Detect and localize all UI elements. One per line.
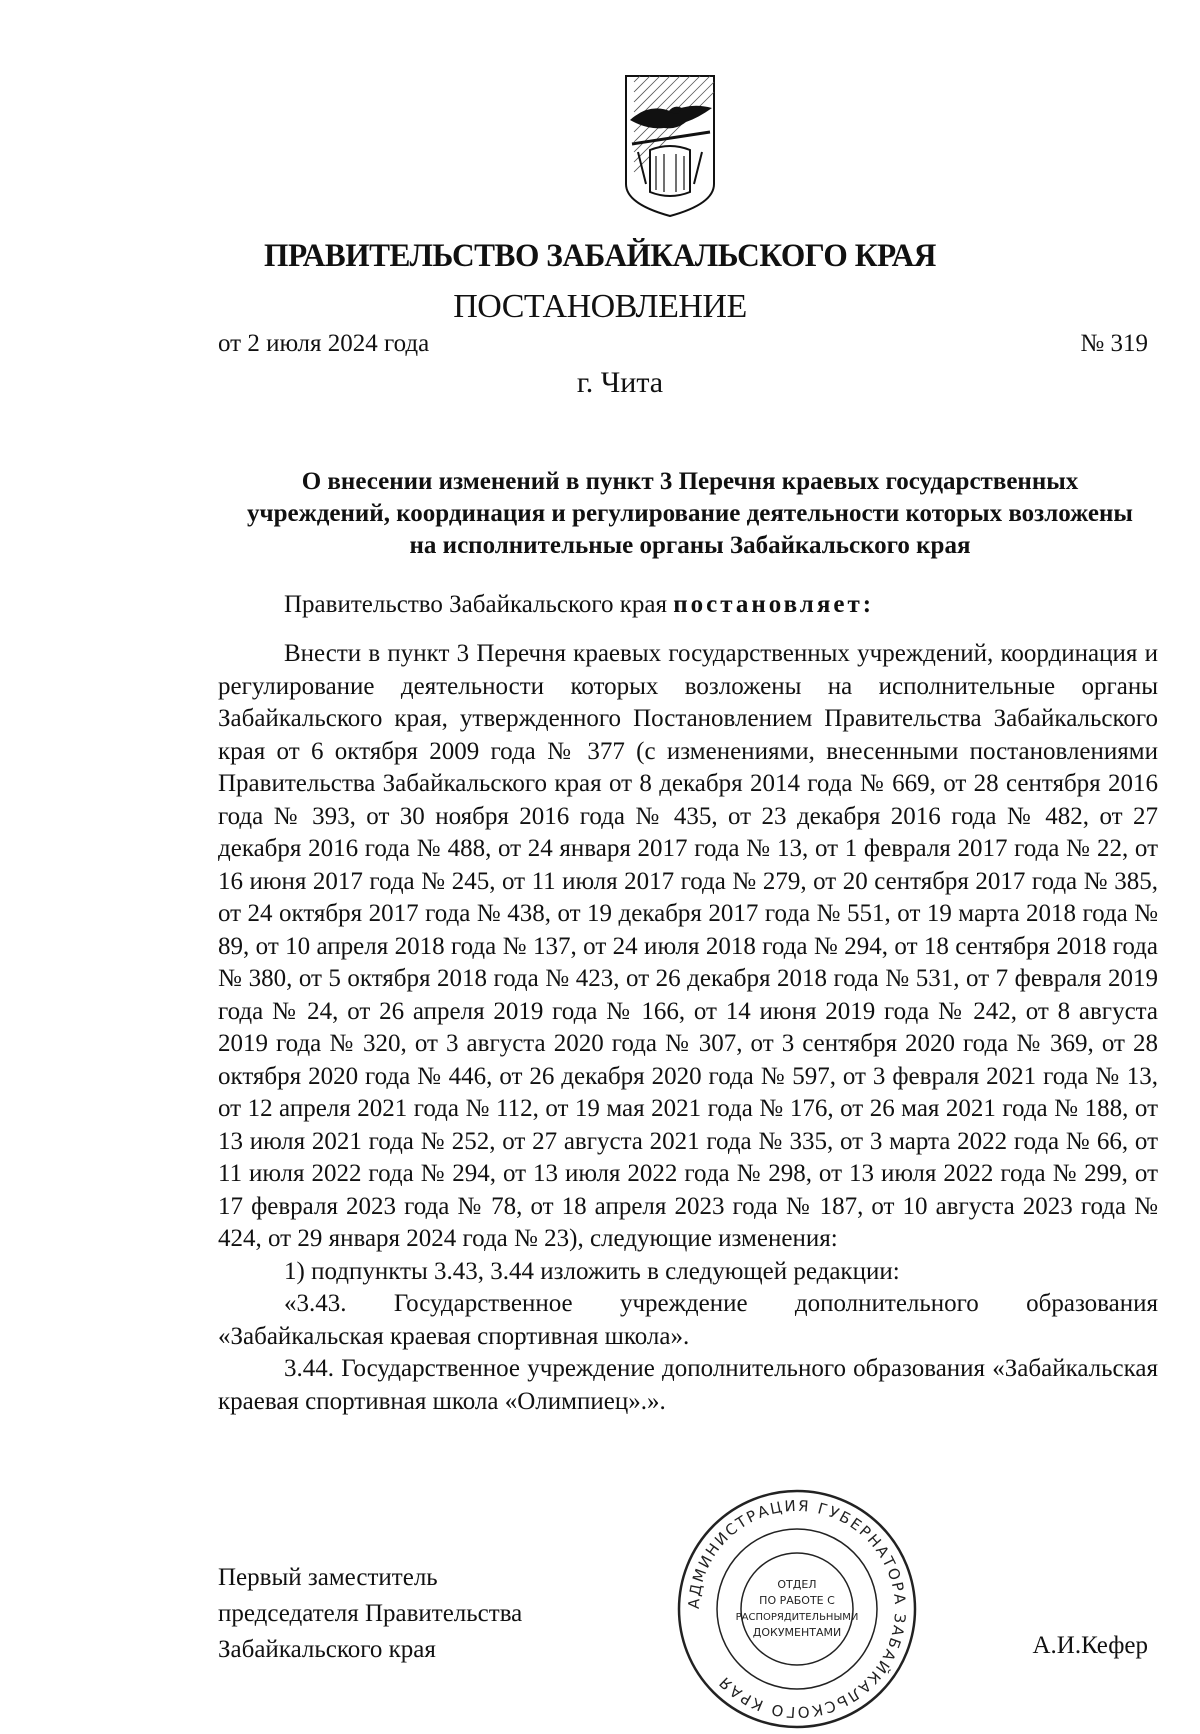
stamp-center-line: РАСПОРЯДИТЕЛЬНЫМИ	[735, 1612, 859, 1623]
coat-of-arms-emblem	[620, 72, 720, 218]
official-stamp	[672, 1484, 922, 1734]
organization-title: ПРАВИТЕЛЬСТВО ЗАБАЙКАЛЬСКОГО КРАЯ	[264, 238, 936, 274]
stamp-center-line: ДОКУМЕНТАМИ	[752, 1626, 842, 1639]
quote-3-43: «3.43. Государственное учреждение дополнительного образования «Забайкальская краевая спортивная школа».	[218, 1290, 1158, 1350]
stamp-center-line: ПО РАБОТЕ С	[759, 1594, 835, 1607]
signer-title-line: Первый заместитель	[218, 1564, 438, 1591]
document-date: от 2 июля 2024 года	[218, 330, 430, 357]
signer-title-line: Забайкальского края	[218, 1636, 436, 1663]
document-number: № 319	[1080, 330, 1148, 357]
signer-title	[218, 1560, 522, 1668]
stamp-center-line: ОТДЕЛ	[777, 1578, 817, 1591]
document-type: ПОСТАНОВЛЕНИЕ	[453, 288, 747, 325]
preamble-text: Правительство Забайкальского края	[284, 591, 668, 618]
signer-name: А.И.Кефер	[1032, 1632, 1148, 1659]
preamble	[284, 591, 874, 619]
item-1: 1) подпункты 3.43, 3.44 изложить в следующей редакции:	[284, 1257, 900, 1285]
stamp-ring-text: АДМИНИСТРАЦИЯ ГУБЕРНАТОРА ЗАБАЙКАЛЬСКОГО КРАЯ	[684, 1496, 910, 1722]
document-body	[218, 638, 1158, 1418]
signer-title-line: председателя Правительства	[218, 1600, 523, 1627]
main-paragraph: Внести в пункт 3 Перечня краевых государственных учреждений, координация и регулирование деятельности которых возложены на исполнительные органы Забайкальского края, утвержденного Постановлением Правительства Забайкальского края от 6 октября 2009 года № 377 (с изменениями, внесенными постановлениями Правительства Забайкальского края от 8 декабря 2014 года № 669, от 28 сентября 2016 года № 393, от 30 ноября 2016 года № 435, от 23 декабря 2016 года № 482, от 27 декабря 2016 года № 488, от 24 января 2017 года № 13, от 1 февраля 2017 года № 22, от 16 июня 2017 года № 245, от 11 июля 2017 года № 279, от 20 сентября 2017 года № 385, от 24 октября 2017 года № 438, от 19 декабря 2017 года № 551, от 19 марта 2018 года № 89, от 10 апреля 2018 года № 137, от 24 июля 2018 года № 294, от 18 сентября 2018 года № 380, от 5 октября 2018 года № 423, от 26 декабря 2018 года № 531, от 7 февраля 2019 года № 24, от 26 апреля 2019 года № 166, от 14 июня 2019 года № 242, от 8 августа 2019 года № 320, от 3 августа 2020 года № 307, от 3 сентября 2020 года № 369, от 28 октября 2020 года № 446, от 26 декабря 2020 года № 597, от 3 февраля 2021 года № 13, от 12 апреля 2021 года № 112, от 19 мая 2021 года № 176, от 26 мая 2021 года № 188, от 13 июля 2021 года № 252, от 27 августа 2021 года № 335, от 3 марта 2022 года № 66, от 11 июля 2022 года № 294, от 13 июля 2022 года № 298, от 13 июля 2022 года № 299, от 17 февраля 2023 года № 78, от 18 апреля 2023 года № 187, от 10 августа 2023 года № 424, от 29 января 2024 года № 23), следующие изменения:	[218, 640, 1158, 1252]
preamble-action: постановляет:	[673, 591, 875, 618]
document-city: г. Чита	[576, 366, 664, 399]
document-heading: О внесении изменений в пункт 3 Перечня краевых государственных учреждений, координация и регулирование деятельности которых возложены на исполнительные органы Забайкальского края	[247, 468, 1133, 559]
quote-3-44: 3.44. Государственное учреждение дополнительного образования «Забайкальская краевая спортивная школа «Олимпиец».».	[218, 1355, 1158, 1415]
